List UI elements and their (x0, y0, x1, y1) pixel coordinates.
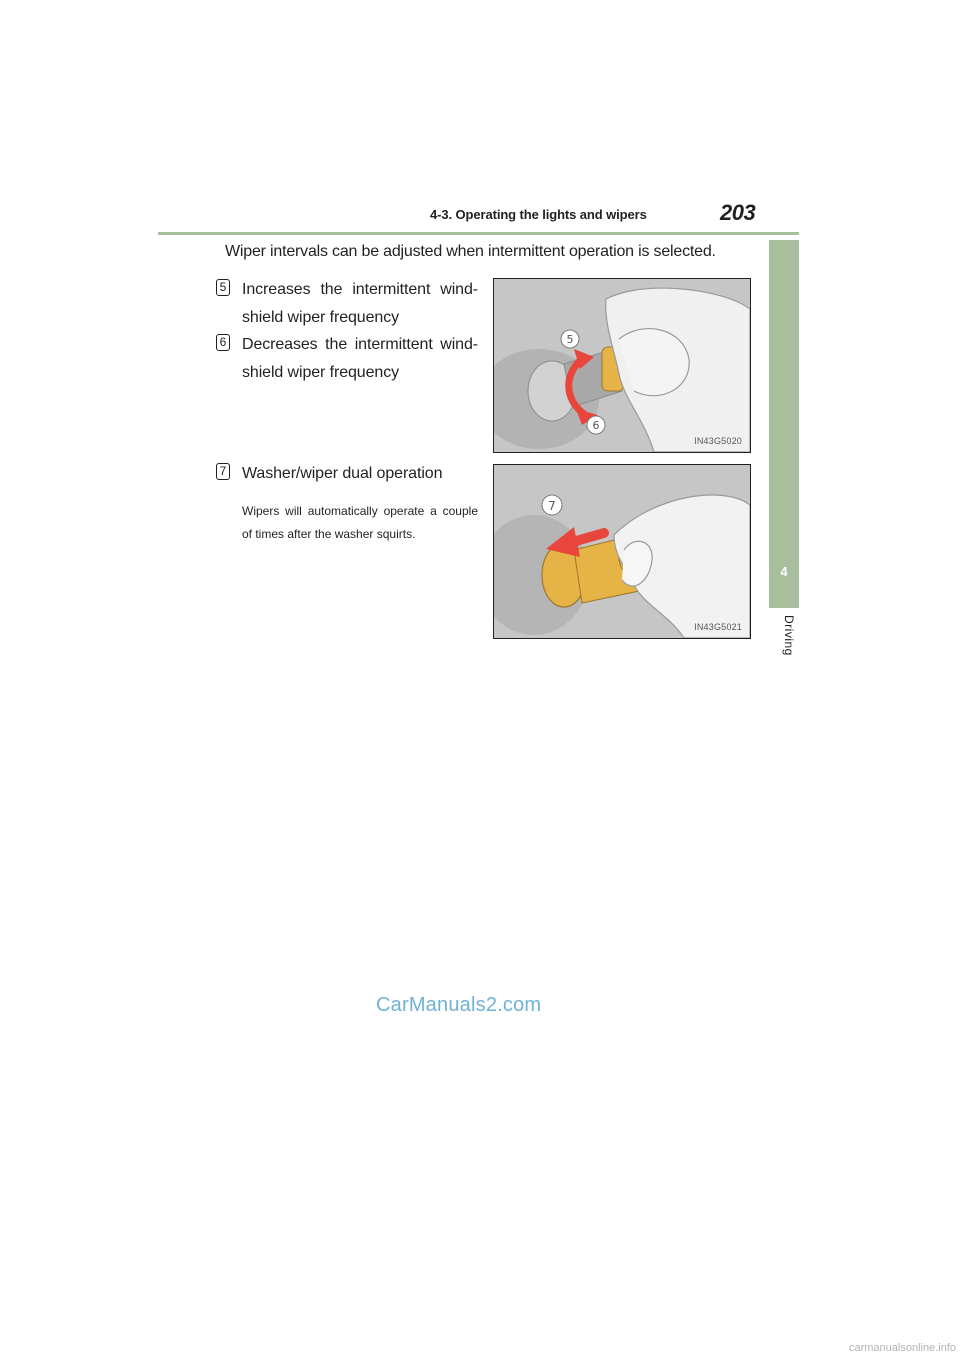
page-number: 203 (720, 200, 756, 225)
callout-6: 6 (592, 419, 600, 432)
wiper-knob-illustration (494, 279, 750, 452)
list-item (216, 460, 478, 546)
item-text: Increases the intermittent wind-shield wiper frequency (242, 281, 478, 326)
list-item (216, 331, 478, 387)
chapter-label: Driving (782, 615, 796, 656)
washer-knob-illustration (494, 465, 750, 638)
item-number-badge: 5 (216, 279, 230, 296)
callout-7: 7 (548, 499, 556, 513)
item-note: Wipers will automatically operate a couple of times after the washer squirts. (242, 504, 478, 541)
figure-code: IN43G5021 (694, 622, 742, 632)
callout-5: 5 (566, 333, 574, 346)
chapter-number: 4 (780, 564, 788, 579)
watermark-link[interactable]: CarManuals2.com (376, 994, 542, 1016)
chapter-tab[interactable] (769, 240, 799, 608)
header-section-title: 4-3. Operating the lights and wipers (430, 207, 647, 222)
footer-watermark: carmanualsonline.info (848, 1342, 956, 1354)
figure-code: IN43G5020 (694, 436, 742, 446)
list-item (216, 276, 478, 332)
header-rule (158, 232, 799, 235)
item-text: Decreases the intermittent wind-shield wiper frequency (242, 336, 478, 381)
figure-washer-operation (493, 464, 751, 639)
intro-text: Wiper intervals can be adjusted when intermittent operation is selected. (225, 243, 716, 260)
figure-wiper-interval (493, 278, 751, 453)
item-number-badge: 7 (216, 463, 230, 480)
item-text: Washer/wiper dual operation (242, 465, 443, 482)
item-number-badge: 6 (216, 334, 230, 351)
